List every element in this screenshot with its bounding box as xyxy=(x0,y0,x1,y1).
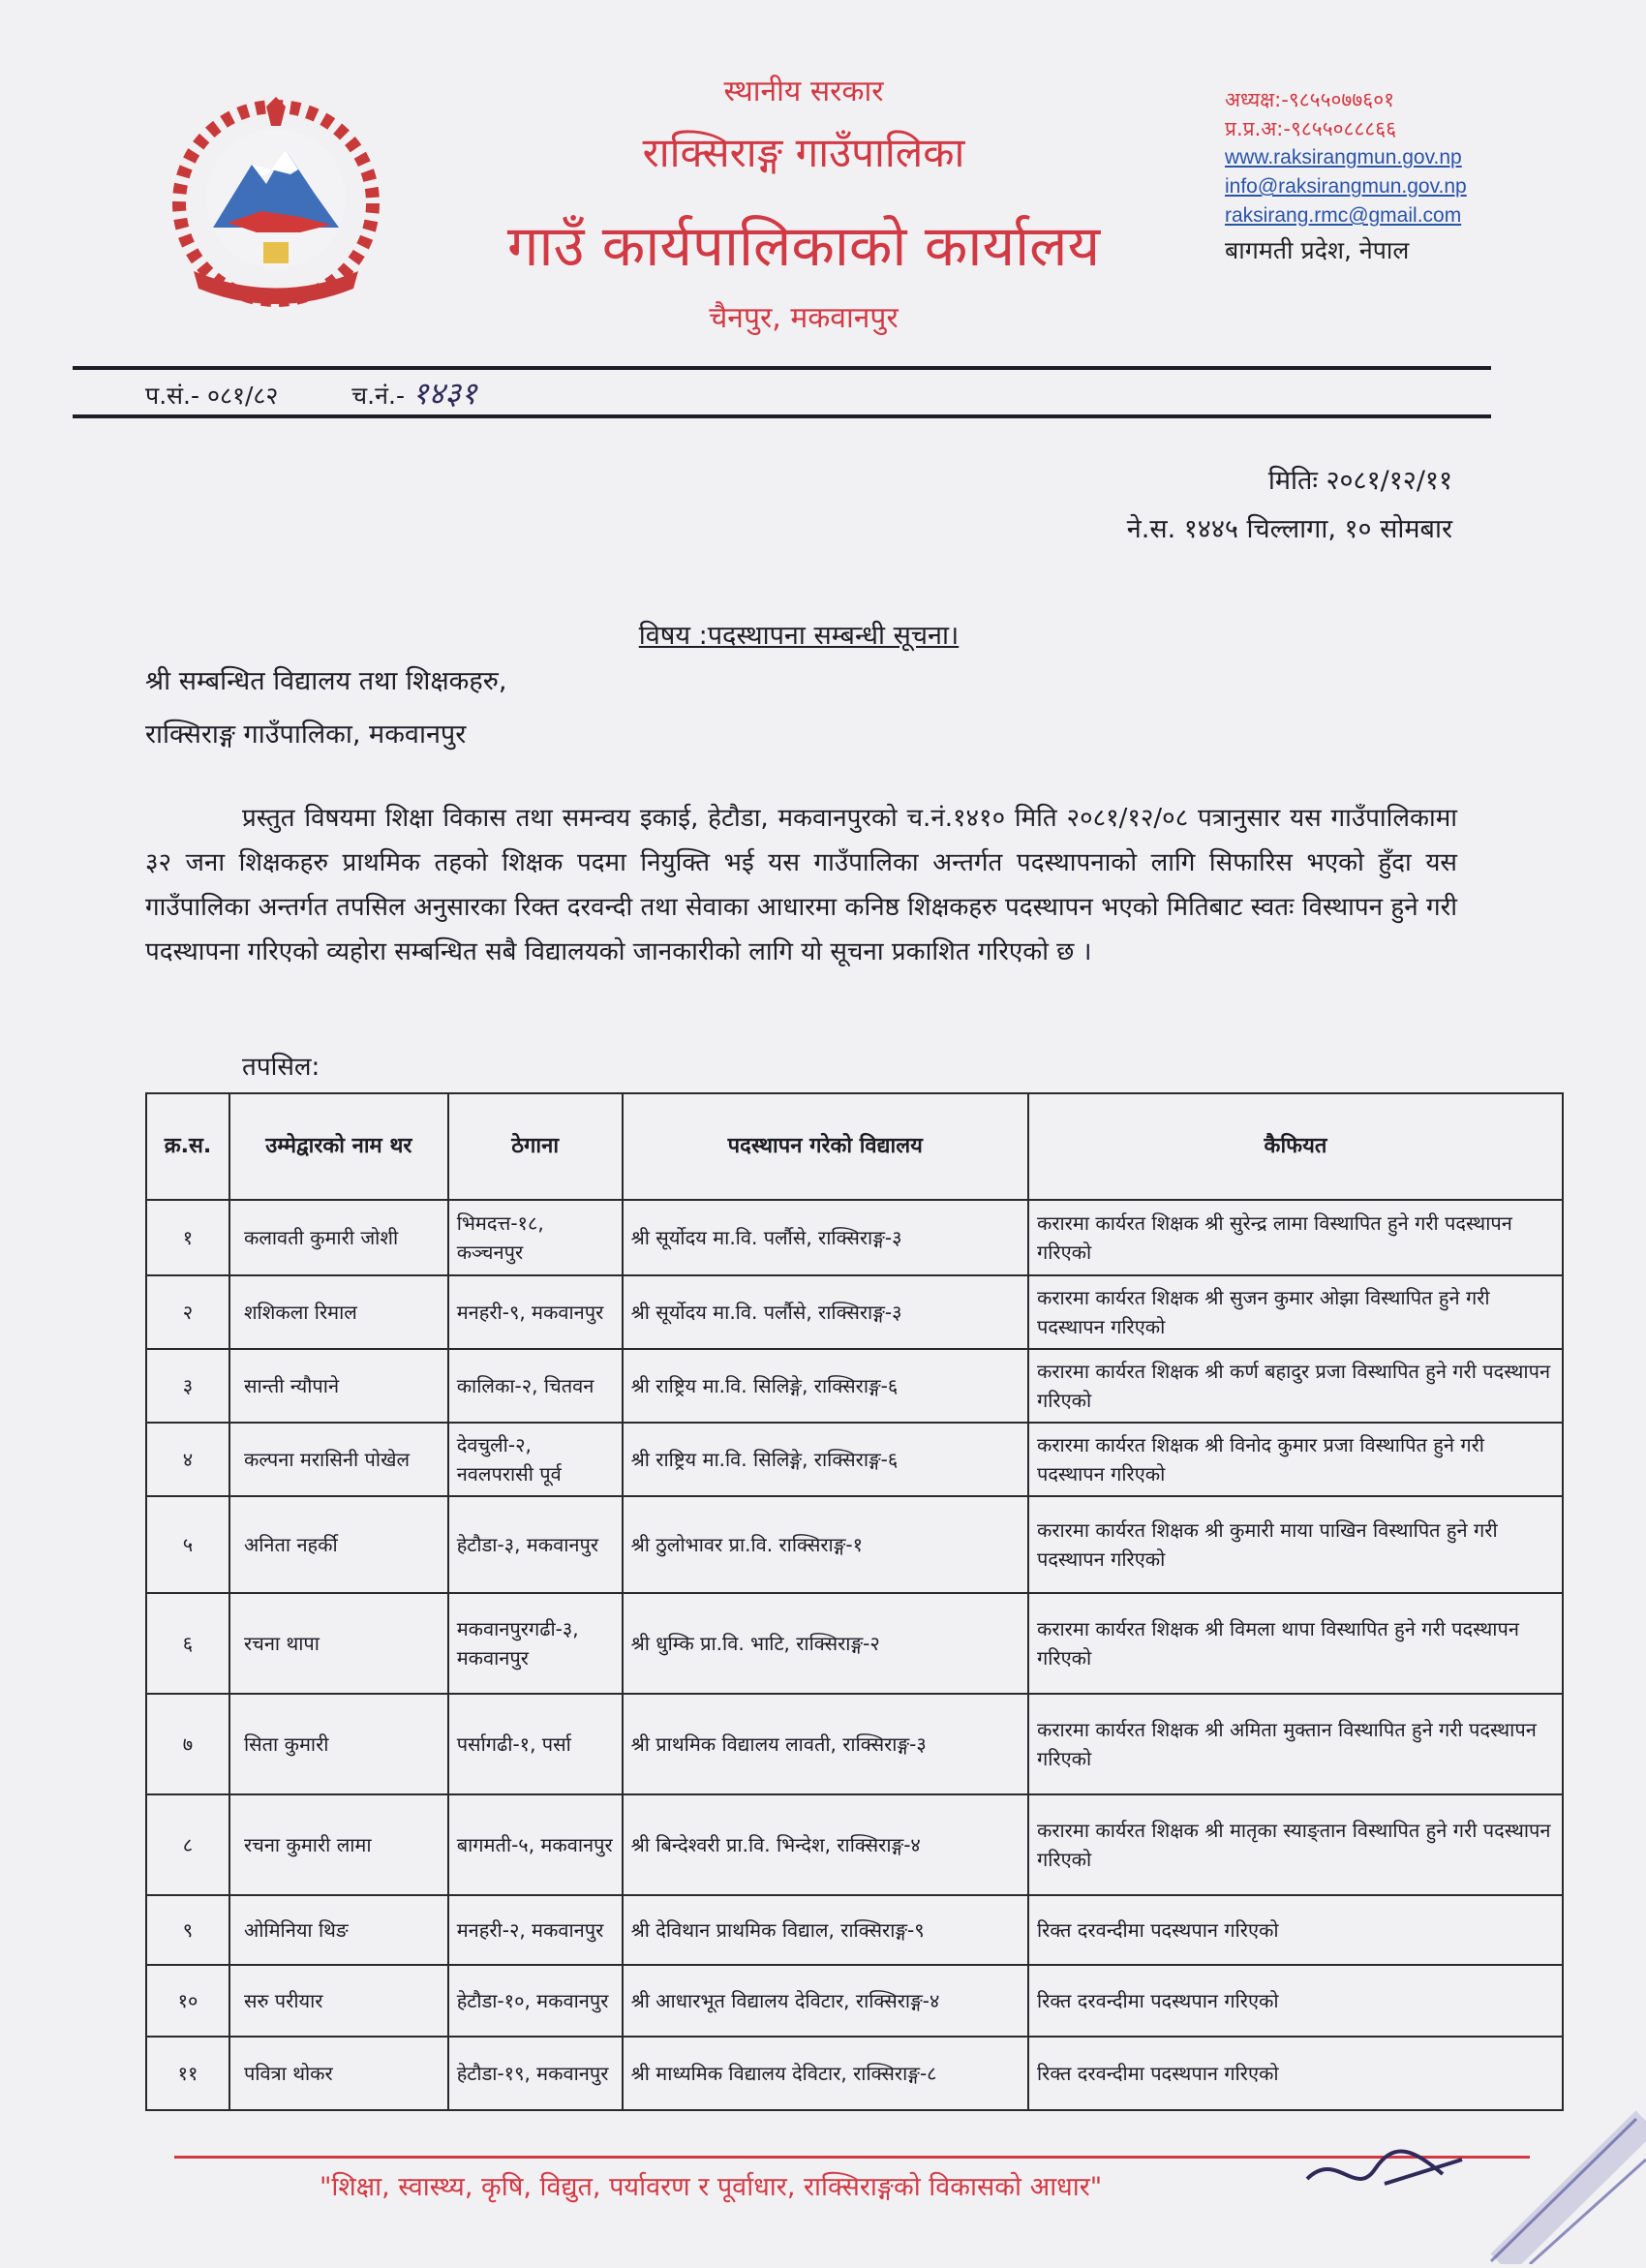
cell-remarks: रिक्त दरवन्दीमा पदस्थपान गरिएको xyxy=(1028,2037,1563,2110)
cell-name: अनिता नहर्की xyxy=(229,1496,448,1593)
placement-table xyxy=(145,1092,1564,2111)
header-office-name: गाउँ कार्यपालिकाको कार्यालय xyxy=(506,213,1101,279)
table-row xyxy=(146,1965,1563,2037)
cell-name: शशिकला रिमाल xyxy=(229,1275,448,1349)
schedule-label: तपसिल: xyxy=(242,1053,320,1082)
cell-remarks: रिक्त दरवन्दीमा पदस्थपान गरिएको xyxy=(1028,1895,1563,1965)
table-row xyxy=(146,1593,1563,1694)
cell-remarks: करारमा कार्यरत शिक्षक श्री विनोद कुमार प्रजा विस्थापित हुने गरी पदस्थापन गरिएको xyxy=(1028,1423,1563,1496)
website-link[interactable]: www.raksirangmun.gov.np xyxy=(1225,146,1462,169)
email-link-info[interactable]: info@raksirangmun.gov.np xyxy=(1225,175,1467,198)
cell-remarks: करारमा कार्यरत शिक्षक श्री विमला थापा विस्थापित हुने गरी पदस्थापन गरिएको xyxy=(1028,1593,1563,1694)
cell-school: श्री देविथान प्राथमिक विद्याल, राक्सिराङ्ग-९ xyxy=(623,1895,1028,1965)
cell-name: कल्पना मरासिनी पोखेल xyxy=(229,1423,448,1496)
cell-address: कालिका-२, चितवन xyxy=(448,1349,623,1423)
email-link-gmail[interactable]: raksirang.rmc@gmail.com xyxy=(1225,204,1462,227)
cell-name: पवित्रा थोकर xyxy=(229,2037,448,2110)
cell-name: रचना कुमारी लामा xyxy=(229,1794,448,1895)
nepal-emblem-logo xyxy=(155,97,397,310)
province-text: बागमती प्रदेश, नेपाल xyxy=(1225,236,1410,264)
cell-name: ओमिनिया थिङ xyxy=(229,1895,448,1965)
cell-address: पर्सागढी-१, पर्सा xyxy=(448,1694,623,1794)
col-header-remarks: कैफियत xyxy=(1028,1093,1563,1200)
table-row xyxy=(146,1200,1563,1275)
cao-phone: प्र.प्र.अ:-९८५५०८८८६६ xyxy=(1225,117,1397,140)
cell-school: श्री ठुलोभावर प्रा.वि. राक्सिराङ्ग-१ xyxy=(623,1496,1028,1593)
cell-school: श्री बिन्देश्वरी प्रा.वि. भिन्देश, राक्सिराङ्ग-४ xyxy=(623,1794,1028,1895)
cell-school: श्री माध्यमिक विद्यालय देविटार, राक्सिराङ्ग-८ xyxy=(623,2037,1028,2110)
cell-address: मकवानपुरगढी-३, मकवानपुर xyxy=(448,1593,623,1694)
cell-sn: ५ xyxy=(146,1496,229,1593)
cell-address: बागमती-५, मकवानपुर xyxy=(448,1794,623,1895)
cell-school: श्री राष्ट्रिय मा.वि. सिलिङ्गे, राक्सिराङ्ग-६ xyxy=(623,1423,1028,1496)
header-divider-top xyxy=(73,366,1491,370)
col-header-school: पदस्थापन गरेको विद्यालय xyxy=(623,1093,1028,1200)
body-paragraph: प्रस्तुत विषयमा शिक्षा विकास तथा समन्वय इकाई, हेटौडा, मकवानपुरको च.नं.१४१० मिति २०८१/१२/०८ पत्रानुसार यस गाउँपालिकामा ३२ जना शिक्षकहरु प्राथमिक तहको शिक्षक पदमा नियुक्ति भई यस गाउँपालिका अन्तर्गत पदस्थापनाको लागि सिफारिस भएको हुँदा यस गाउँपालिका अन्तर्गत तपसिल अनुसारका रिक्त दरवन्दी तथा सेवाका आधारमा कनिष्ठ शिक्षकहरु पदस्थापन भएको मितिबाट स्वतः विस्थापन हुने गरी पदस्थापना गरिएको व्यहोरा सम्बन्धित सबै विद्यालयको जानकारीको लागि यो सूचना प्रकाशित गरिएको छ । xyxy=(145,804,1457,966)
cell-remarks: करारमा कार्यरत शिक्षक श्री सुजन कुमार ओझा विस्थापित हुने गरी पदस्थापन गरिएको xyxy=(1028,1275,1563,1349)
cell-remarks: करारमा कार्यरत शिक्षक श्री कर्ण बहादुर प्रजा विस्थापित हुने गरी पदस्थापन गरिएको xyxy=(1028,1349,1563,1423)
signature-stamp xyxy=(1297,2092,1646,2264)
cell-remarks: करारमा कार्यरत शिक्षक श्री कुमारी माया पाखिन विस्थापित हुने गरी पदस्थापन गरिएको xyxy=(1028,1496,1563,1593)
table-header-row xyxy=(146,1093,1563,1200)
cell-address: देवचुली-२, नवलपरासी पूर्व xyxy=(448,1423,623,1496)
cell-sn: ६ xyxy=(146,1593,229,1694)
date-bs: मितिः २०८१/१२/११ xyxy=(1267,466,1452,496)
cell-address: हेटौडा-१०, मकवानपुर xyxy=(448,1965,623,2037)
cell-school: श्री प्राथमिक विद्यालय लावती, राक्सिराङ्ग-३ xyxy=(623,1694,1028,1794)
table-row xyxy=(146,1694,1563,1794)
cell-sn: ११ xyxy=(146,2037,229,2110)
header-local-government: स्थानीय सरकार xyxy=(723,75,884,108)
cell-name: कलावती कुमारी जोशी xyxy=(229,1200,448,1275)
chair-phone: अध्यक्ष:-९८५५०७७६०१ xyxy=(1225,88,1395,111)
cell-school: श्री आधारभूत विद्यालय देविटार, राक्सिराङ्ग-४ xyxy=(623,1965,1028,2037)
col-header-sn: क्र.स. xyxy=(146,1093,229,1200)
cell-school: श्री राष्ट्रिय मा.वि. सिलिङ्गे, राक्सिराङ्ग-६ xyxy=(623,1349,1028,1423)
date-nepal-sambat: ने.स. १४४५ चिल्लागा, १० सोमबार xyxy=(1126,514,1452,544)
cell-sn: ३ xyxy=(146,1349,229,1423)
cell-address: हेटौडा-१९, मकवानपुर xyxy=(448,2037,623,2110)
table-row xyxy=(146,1349,1563,1423)
header-office-location: चैनपुर, मकवानपुर xyxy=(709,301,899,335)
cell-sn: २ xyxy=(146,1275,229,1349)
cell-sn: १० xyxy=(146,1965,229,2037)
cell-address: मनहरी-२, मकवानपुर xyxy=(448,1895,623,1965)
footer-slogan: "शिक्षा, स्वास्थ्य, कृषि, विद्युत, पर्यावरण र पूर्वाधार, राक्सिराङ्गको विकासको आधार" xyxy=(320,2172,1103,2202)
addressee-line-2: राक्सिराङ्ग गाउँपालिका, मकवानपुर xyxy=(145,720,467,750)
chalani-number: १४३१ xyxy=(412,375,477,412)
patra-sankhya: प.सं.- ०८१/८२ xyxy=(145,382,279,410)
table-row xyxy=(146,1275,1563,1349)
cell-remarks: करारमा कार्यरत शिक्षक श्री मातृका स्याङ्तान विस्थापित हुने गरी पदस्थापन गरिएको xyxy=(1028,1794,1563,1895)
col-header-address: ठेगाना xyxy=(448,1093,623,1200)
cell-school: श्री सूर्योदय मा.वि. पर्लौसे, राक्सिराङ्ग-३ xyxy=(623,1275,1028,1349)
table-row xyxy=(146,1794,1563,1895)
reference-line xyxy=(145,372,476,414)
cell-address: भिमदत्त-१८, कञ्चनपुर xyxy=(448,1200,623,1275)
cell-sn: ९ xyxy=(146,1895,229,1965)
cell-name: रचना थापा xyxy=(229,1593,448,1694)
table-row xyxy=(146,1895,1563,1965)
cell-address: मनहरी-९, मकवानपुर xyxy=(448,1275,623,1349)
header-municipality-name: राक्सिराङ्ग गाउँपालिका xyxy=(642,129,965,176)
chalani-label: च.नं.- xyxy=(351,382,405,410)
cell-name: सान्ती न्यौपाने xyxy=(229,1349,448,1423)
addressee-line-1: श्री सम्बन्धित विद्यालय तथा शिक्षकहरु, xyxy=(145,666,507,696)
subject-line: विषय :पदस्थापना सम्बन्धी सूचना। xyxy=(638,621,960,651)
header-divider-bottom xyxy=(73,414,1491,418)
cell-remarks: करारमा कार्यरत शिक्षक श्री सुरेन्द्र लामा विस्थापित हुने गरी पदस्थापन गरिएको xyxy=(1028,1200,1563,1275)
cell-sn: ८ xyxy=(146,1794,229,1895)
contact-block xyxy=(1225,85,1612,265)
cell-name: सरु परीयार xyxy=(229,1965,448,2037)
cell-school: श्री सूर्योदय मा.वि. पर्लौसे, राक्सिराङ्ग-३ xyxy=(623,1200,1028,1275)
cell-sn: ७ xyxy=(146,1694,229,1794)
col-header-name: उम्मेद्वारको नाम थर xyxy=(229,1093,448,1200)
cell-school: श्री धुम्कि प्रा.वि. भाटि, राक्सिराङ्ग-२ xyxy=(623,1593,1028,1694)
cell-sn: ४ xyxy=(146,1423,229,1496)
table-row xyxy=(146,1496,1563,1593)
cell-name: सिता कुमारी xyxy=(229,1694,448,1794)
cell-remarks: रिक्त दरवन्दीमा पदस्थपान गरिएको xyxy=(1028,1965,1563,2037)
table-row xyxy=(146,1423,1563,1496)
cell-sn: १ xyxy=(146,1200,229,1275)
cell-remarks: करारमा कार्यरत शिक्षक श्री अमिता मुक्तान विस्थापित हुने गरी पदस्थापन गरिएको xyxy=(1028,1694,1563,1794)
cell-address: हेटौडा-३, मकवानपुर xyxy=(448,1496,623,1593)
